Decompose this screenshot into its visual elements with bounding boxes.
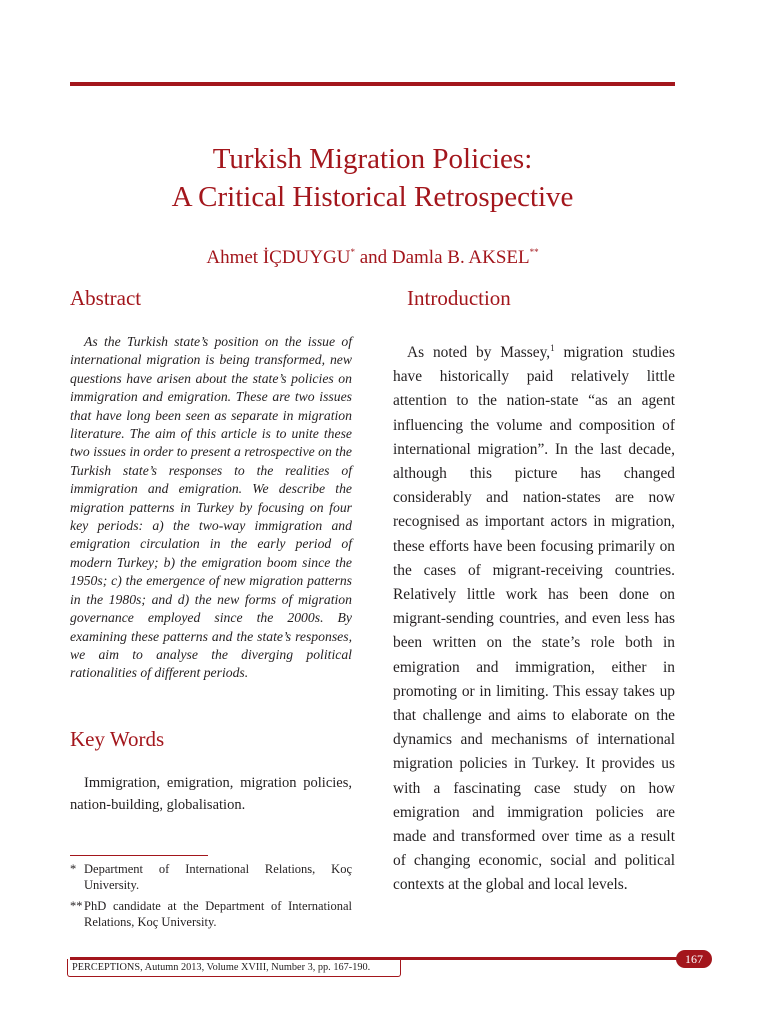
footnote-2 <box>70 899 352 930</box>
keywords-text: Immigration, emigration, migration policies, nation-building, globalisation. <box>70 775 352 813</box>
journal-citation: PERCEPTIONS, Autumn 2013, Volume XVIII, Number 3, pp. 167-190. <box>72 962 371 973</box>
introduction-text <box>393 336 675 898</box>
authors-conjunction: and <box>354 247 392 268</box>
top-rule <box>70 82 675 86</box>
article-title <box>70 140 675 216</box>
page-number-badge: 167 <box>676 950 712 968</box>
author-2: Damla B. AKSEL <box>391 247 530 268</box>
introduction-heading: Introduction <box>407 286 511 310</box>
reference-1-superscript[interactable]: 1 <box>550 343 555 353</box>
authors <box>70 247 675 269</box>
footnote-rule <box>70 855 208 856</box>
title-line-1: Turkish Migration Policies: <box>212 143 533 175</box>
author-1-footnote-mark: * <box>350 247 355 257</box>
abstract-text <box>70 333 352 683</box>
title-line-2: A Critical Historical Retrospective <box>171 181 574 213</box>
author-2-footnote-mark: ** <box>529 247 539 257</box>
footnote-1-mark: * <box>70 862 77 876</box>
footnote-2-mark: ** <box>70 899 83 913</box>
abstract-paragraph: As the Turkish state’s position on the issue of international migration is being transformed, new questions have arisen about the state’s policies on immigration and emigration. These are two issues that have long been seen as separate in migration literature. The aim of this article is to unite these two issues in order to present a retrospective on the Turkish state’s responses to the realities of immigration and emigration. We describe the migration patterns in Turkey by focusing on four key periods: a) the two-way immigration and emigration circulation in the early period of modern Turkey; b) the emigration boom since the 1950s; c) the emergence of new migration patterns in the 1980s; and d) the new forms of migration governance employed since the 2000s. By examining these patterns and the state’s responses, we aim to analyse the diverging political rationalities of different periods. <box>70 334 352 681</box>
intro-text-part-1: As noted by Massey, <box>407 344 551 361</box>
footnote-1-text: Department of International Relations, Koç University. <box>84 862 352 892</box>
author-1: Ahmet İÇDUYGU <box>206 247 351 268</box>
footnote-2-text: PhD candidate at the Department of International Relations, Koç University. <box>84 899 352 929</box>
intro-text-part-2: migration studies have historically paid relatively little attention to the nation-state “as an agent influencing the volume and composition of international migration”. In the last decade, although this picture has changed considerably and nation-states are now recognised as important actors in migration, these efforts have been focusing primarily on the cases of migrant-receiving countries. Relatively little work has been done on migrant-sending countries, and even less has been written on the state’s role both in emigration and immigration, either in promoting or in limiting. This essay takes up that challenge and aims to elaborate on the dynamics and mechanisms of international migration policies in Turkey. It provides us with a fascinating case study on how emigration and immigration policies are made and transformed over time as a result of changing economic, social and political contexts at the global and local levels. <box>393 344 675 894</box>
abstract-heading: Abstract <box>70 286 142 310</box>
keywords-heading: Key Words <box>70 727 165 751</box>
footnote-1 <box>70 862 352 893</box>
